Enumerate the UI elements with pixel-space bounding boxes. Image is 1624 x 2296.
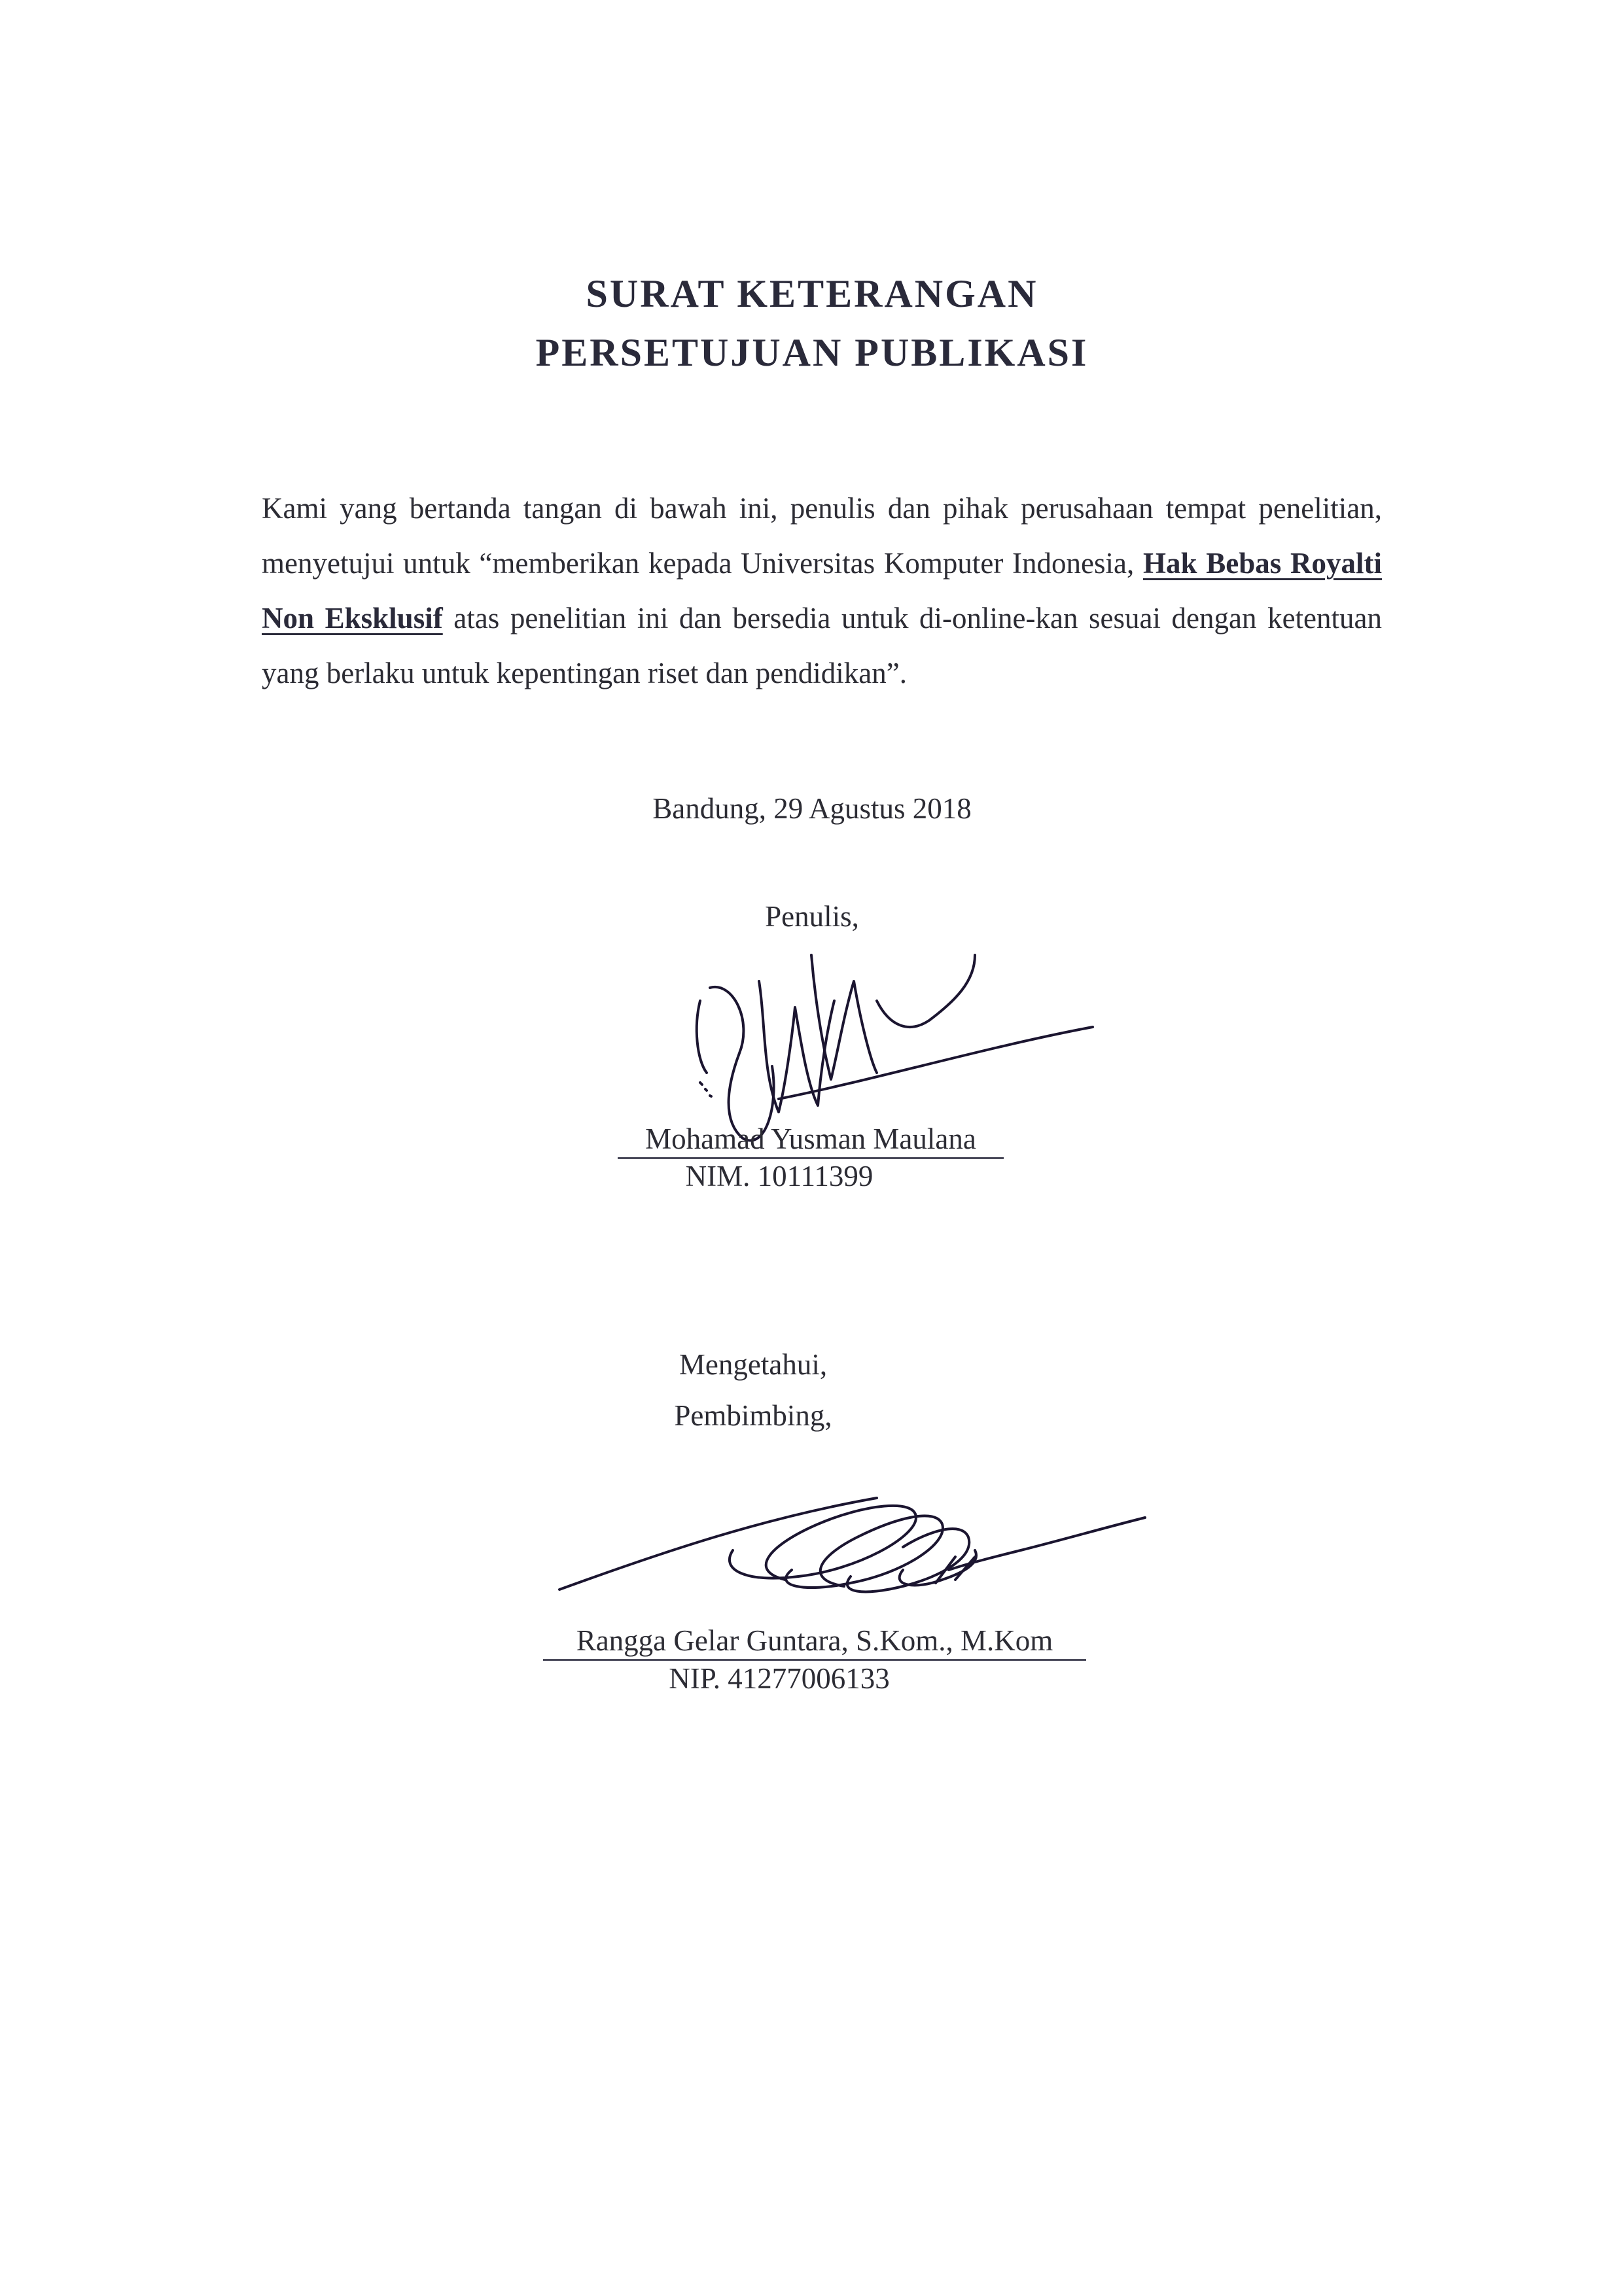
supervisor-role: Pembimbing, (674, 1399, 832, 1432)
supervisor-name: Rangga Gelar Guntara, S.Kom., M.Kom (543, 1624, 1086, 1661)
supervisor-signature (550, 1459, 1152, 1603)
document-title-line2: PERSETUJUAN PUBLIKASI (535, 331, 1089, 374)
statement-text-end: atas penelitian ini dan bersedia untuk di-online-kan sesuai dengan ketentuan yang berlaku untuk kepentingan riset dan pendidikan”. (262, 602, 1383, 689)
acknowledge-label: Mengetahui, (679, 1348, 828, 1381)
supervisor-id: NIP. 41277006133 (669, 1662, 890, 1695)
statement-emphasis: Hak Bebas Royalti Non Eksklusif (262, 547, 1383, 635)
document-title-line1: SURAT KETERANGAN (586, 272, 1038, 315)
author-name: Mohamad Yusman Maulana (618, 1122, 1004, 1159)
statement-text-start: Kami yang bertanda tangan di bawah ini, penulis dan pihak perusahaan tempat penelitian, menyetujui untuk “memberikan kepada Universitas Komputer Indonesia, (262, 492, 1382, 580)
statement-paragraph (262, 481, 1382, 701)
author-id: NIM. 10111399 (685, 1160, 874, 1192)
place-date: Bandung, 29 Agustus 2018 (652, 792, 972, 825)
author-role: Penulis, (765, 900, 859, 933)
